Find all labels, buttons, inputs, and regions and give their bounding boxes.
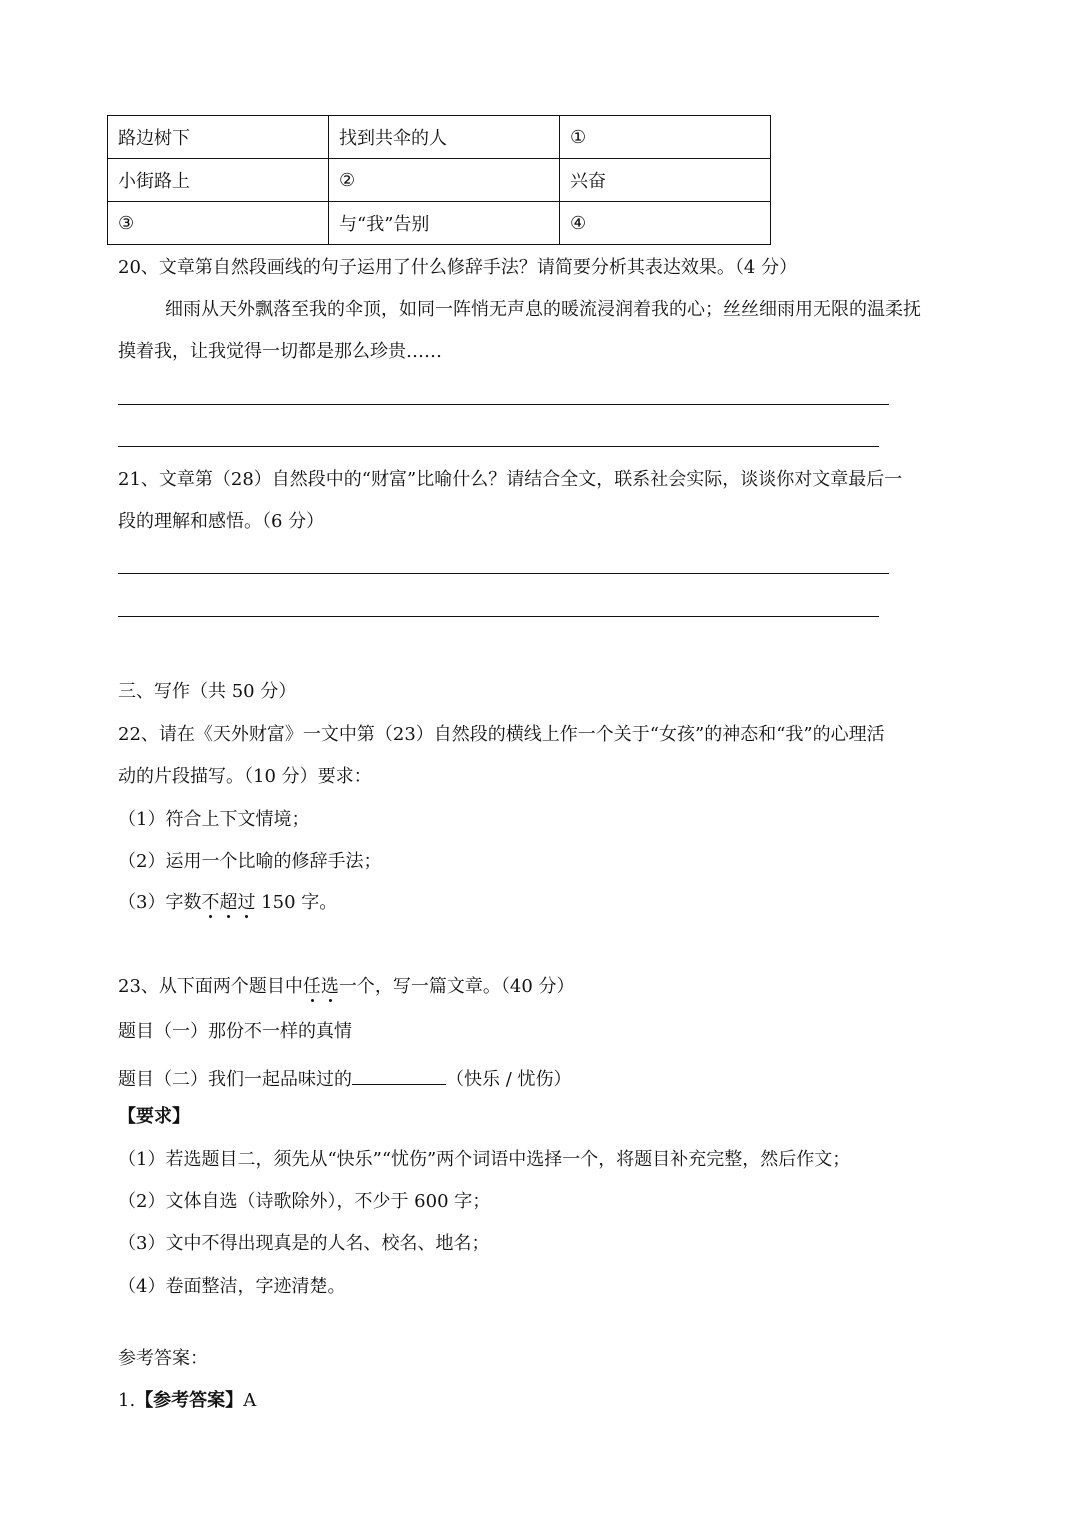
question-21-line-2: 段的理解和感悟。（6 分） [118,511,325,532]
table-cell: ② [329,159,560,202]
answers-title: 参考答案： [118,1348,208,1369]
table-cell: 与“我”告别 [329,202,560,245]
question-22-line-2: 动的片段描写。（10 分）要求： [118,766,372,787]
emphasis-char: 超 [219,892,238,913]
requirements-heading: 【要求】 [118,1106,190,1127]
requirement-item: （3）文中不得出现真是的人名、校名、地名； [118,1233,490,1254]
analysis-table [107,115,771,245]
question-23 [118,978,575,996]
emphasis-char: 不 [201,892,220,913]
table-row [108,116,771,159]
table-cell: ④ [560,202,771,245]
answer-line [118,573,889,574]
answer-item [118,1392,256,1410]
requirement-item: （2）文体自选（诗歌除外），不少于 600 字； [118,1191,491,1212]
requirement-text: 150 字。 [255,892,338,913]
emphasis-char: 任 [302,976,321,997]
question-22-line-1: 22、请在《天外财富》一文中第（23）自然段的横线上作一个关于“女孩”的神态和“我”的心理活 [118,724,885,745]
question-text: 23、从下面两个题目中 [118,976,303,997]
fill-in-blank [352,1066,446,1085]
answer-value: A [243,1390,257,1411]
requirement-item [118,894,337,912]
table-cell: ③ [108,202,329,245]
table-cell: ① [560,116,771,159]
requirement-item: （1）若选题目二，须先从“快乐”“忧伤”两个词语中选择一个，将题目补充完整，然后作文； [118,1149,851,1170]
topic-two-options: （快乐 / 忧伤） [446,1069,572,1090]
topic-two [118,1066,572,1089]
question-20-quote-line-2: 摸着我，让我觉得一切都是那么珍贵…… [118,341,442,362]
emphasis-char: 选 [320,976,339,997]
answer-number: 1. [118,1390,136,1411]
emphasis-char: 过 [237,892,256,913]
table-row [108,159,771,202]
table-row [108,202,771,245]
question-21-line-1: 21、文章第（28）自然段中的“财富”比喻什么？请结合全文，联系社会实际，谈谈你对文章最后一 [118,469,903,490]
table-cell: 路边树下 [108,116,329,159]
answer-line [118,446,879,447]
answer-line [118,616,879,617]
requirement-item: （4）卷面整洁，字迹清楚。 [118,1276,346,1297]
section-title: 三、写作（共 50 分） [118,681,297,702]
topic-one: 题目（一）那份不一样的真情 [118,1021,352,1042]
question-text: 一个，写一篇文章。（40 分） [338,976,575,997]
answer-label: 【参考答案】 [135,1390,244,1411]
topic-two-text: 题目（二）我们一起品味过的 [118,1069,352,1090]
requirement-item: （2）运用一个比喻的修辞手法； [118,851,382,872]
table-cell: 找到共伞的人 [329,116,560,159]
requirement-item: （1）符合上下文情境； [118,809,310,830]
question-20: 20、文章第自然段画线的句子运用了什么修辞手法？请简要分析其表达效果。（4 分） [118,257,798,278]
table-cell: 小街路上 [108,159,329,202]
requirement-text: （3）字数 [118,892,202,913]
question-20-quote-line-1: 细雨从天外飘落至我的伞顶，如同一阵悄无声息的暖流浸润着我的心；丝丝细雨用无限的温柔抚 [165,299,921,320]
table-cell: 兴奋 [560,159,771,202]
answer-line [118,404,889,405]
